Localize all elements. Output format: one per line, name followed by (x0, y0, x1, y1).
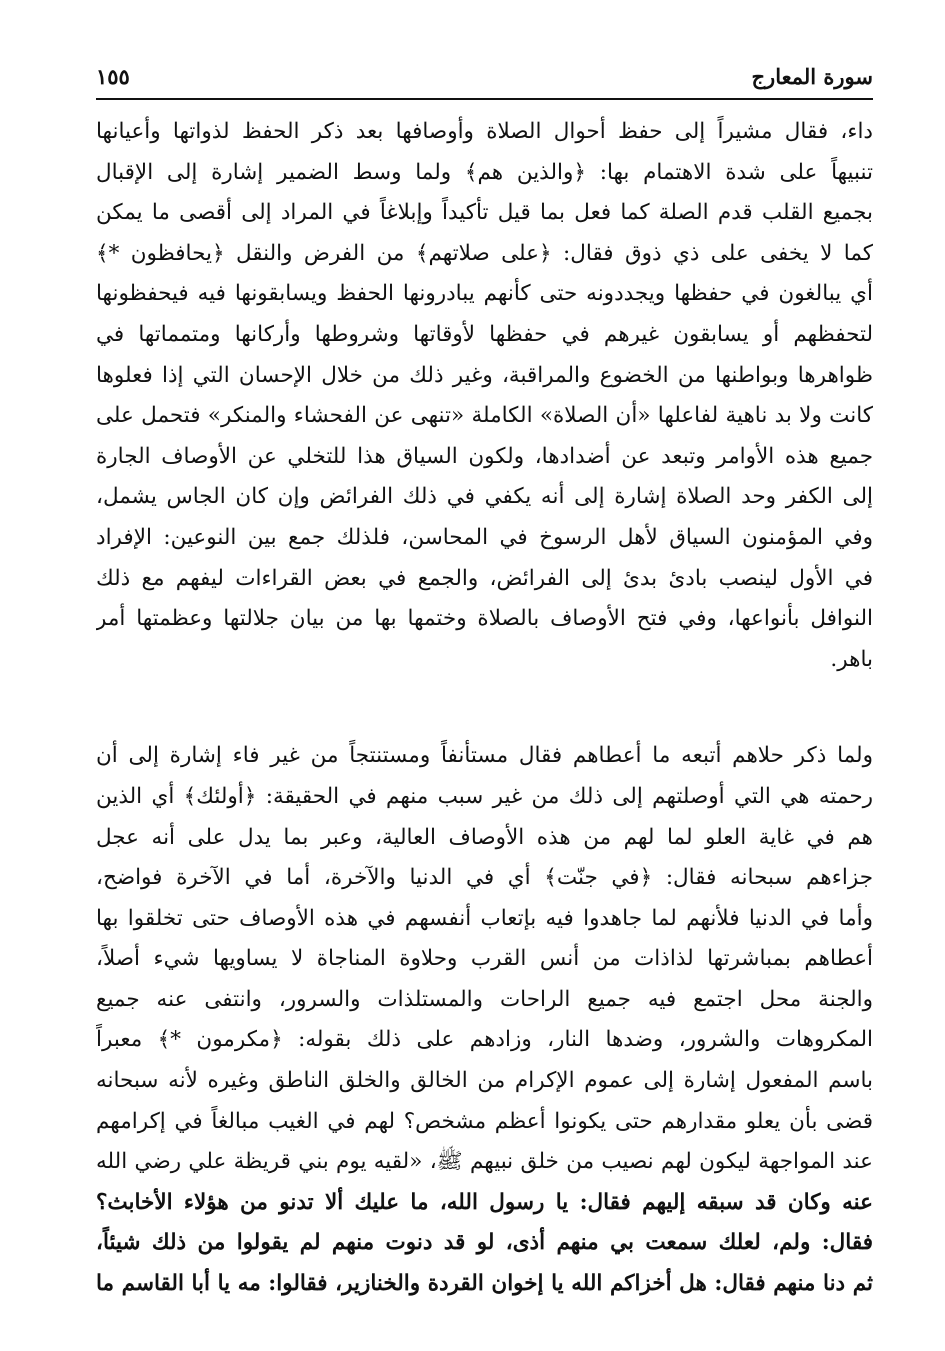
text-line: لتحفظهم أو يسابقون غيرهم في حفظها لأوقاتها وشروطها وأركانها ومتمماتها في (96, 321, 873, 347)
page-number: ١٥٥ (96, 64, 130, 89)
text-line: إلى الكفر وحد الصلاة إشارة إلى أنه يكفي في ذلك الفرائض وإن كان الجاس يشمل، (96, 484, 873, 510)
text-line-hadith: فقال: ولم، لعلك سمعت بي منهم أذى، لو قد دنوت منهم لم يقولوا من ذلك شيئاً، (96, 1230, 873, 1256)
text-line: ظواهرها وبواطنها من الخضوع والمراقبة، وغير ذلك من خلال الإحسان التي إذا فعلوها (96, 362, 873, 388)
surah-title: سورة المعارج (751, 64, 873, 89)
text-line: عند المواجهة ليكون لهم نصيب من خلق نبيهم ﷺ، «لقيه يوم بني قريظة علي رضي الله (96, 1149, 873, 1175)
text-line: تنبيهاً على شدة الاهتمام بها: ﴿والذين هم﴾ ولما وسط الضمير إشارة إلى الإقبال (96, 159, 873, 185)
header-divider (96, 98, 873, 100)
text-line: جميع هذه الأوامر وتبعد عن أضدادها، ولكون السياق هذا للتخلي عن الأوصاف الجارة (96, 443, 873, 469)
text-line: كانت ولا بد ناهية لفاعلها «أن الصلاة» الكاملة «تنهى عن الفحشاء والمنكر» فتحمل على (96, 403, 873, 429)
text-line: وفي المؤمنون السياق لأهل الرسوخ في المحاسن، فلذلك جمع بين النوعين: الإفراد (96, 524, 873, 550)
text-line: أعطاهم بمباشرتها لذاذات من أنس القرب وحلاوة المناجاة لا يساويها شيء أصلاً، (96, 946, 873, 972)
paragraph-1 (96, 112, 873, 680)
text-line-hadith: ثم دنا منهم فقال: هل أخزاكم الله يا إخوان القردة والخنازير، فقالوا: مه يا أبا القاسم ما (96, 1271, 873, 1297)
text-line: وأما في الدنيا فلأنهم لما جاهدوا فيه بإتعاب أنفسهم في هذه الأوصاف حتى تخلقوا بها (96, 905, 873, 931)
page-header (96, 58, 873, 98)
text-line: المكروهات والشرور، وضدها النار، وزادهم على ذلك بقوله: ﴿مكرمون *﴾ معبراً (96, 1027, 873, 1053)
text-line: داء، فقال مشيراً إلى حفظ أحوال الصلاة وأوصافها بعد ذكر الحفظ لذواتها وأعيانها (96, 119, 873, 144)
text-line: أي يبالغون في حفظها ويجددونه حتى كأنهم يبادرونها الحفظ ويسابقونها فيه فيحفظونها (96, 281, 873, 307)
paragraph-2 (96, 736, 873, 1304)
text-line: كما لا يخفى على ذي ذوق فقال: ﴿على صلاتهم﴾ من الفرض والنقل ﴿يحافظون *﴾ (96, 240, 873, 266)
text-line: جزاءهم سبحانه فقال: ﴿في جنّت﴾ أي في الدنيا والآخرة، أما في الآخرة فواضح، (96, 865, 873, 891)
text-line: باهر. (830, 646, 873, 672)
text-line: بجميع القلب قدم الصلة كما فعل بما قيل تأكيداً وإبلاغاً في المراد إلى أقصى ما يمكن (96, 200, 873, 226)
text-line: ولما ذكر حلاهم أتبعه ما أعطاهم فقال مستأنفاً ومستنتجاً من غير فاء إشارة إلى أن (96, 743, 873, 769)
text-line: النوافل بأنواعها، وفي فتح الأوصاف بالصلاة وختمها بها من بيان جلالتها وعظمتها أمر (96, 606, 873, 632)
text-line: باسم المفعول إشارة إلى عموم الإكرام من الخالق والخلق الناطق وغيره لأنه سبحانه (96, 1068, 873, 1094)
paragraph-gap (96, 680, 873, 736)
text-line: في الأول لينصب بادئ بدئ إلى الفرائض، والجمع في بعض القراءات ليفهم مع ذلك (96, 565, 873, 591)
page-body (96, 112, 873, 1305)
text-line: رحمته هي التي أوصلتهم إلى ذلك من غير سبب منهم في الحقيقة: ﴿أولئك﴾ أي الذين (96, 783, 873, 809)
text-line: والجنة محل اجتمع فيه جميع الراحات والمستلذات والسرور، وانتفى عنه جميع (96, 986, 873, 1012)
text-line: قضى بأن يعلو مقدارهم حتى يكونوا أعظم مشخص؟ لهم في الغيب مبالغاً في إكرامهم (96, 1108, 873, 1134)
text-line: هم في غاية العلو لما لهم من هذه الأوصاف العالية، وعبر بما يدل على أنه عجل (96, 824, 873, 850)
text-line-hadith: عنه وكان قد سبقه إليهم فقال: يا رسول الله، ما عليك ألا تدنو من هؤلاء الأخابث؟ (96, 1189, 873, 1215)
